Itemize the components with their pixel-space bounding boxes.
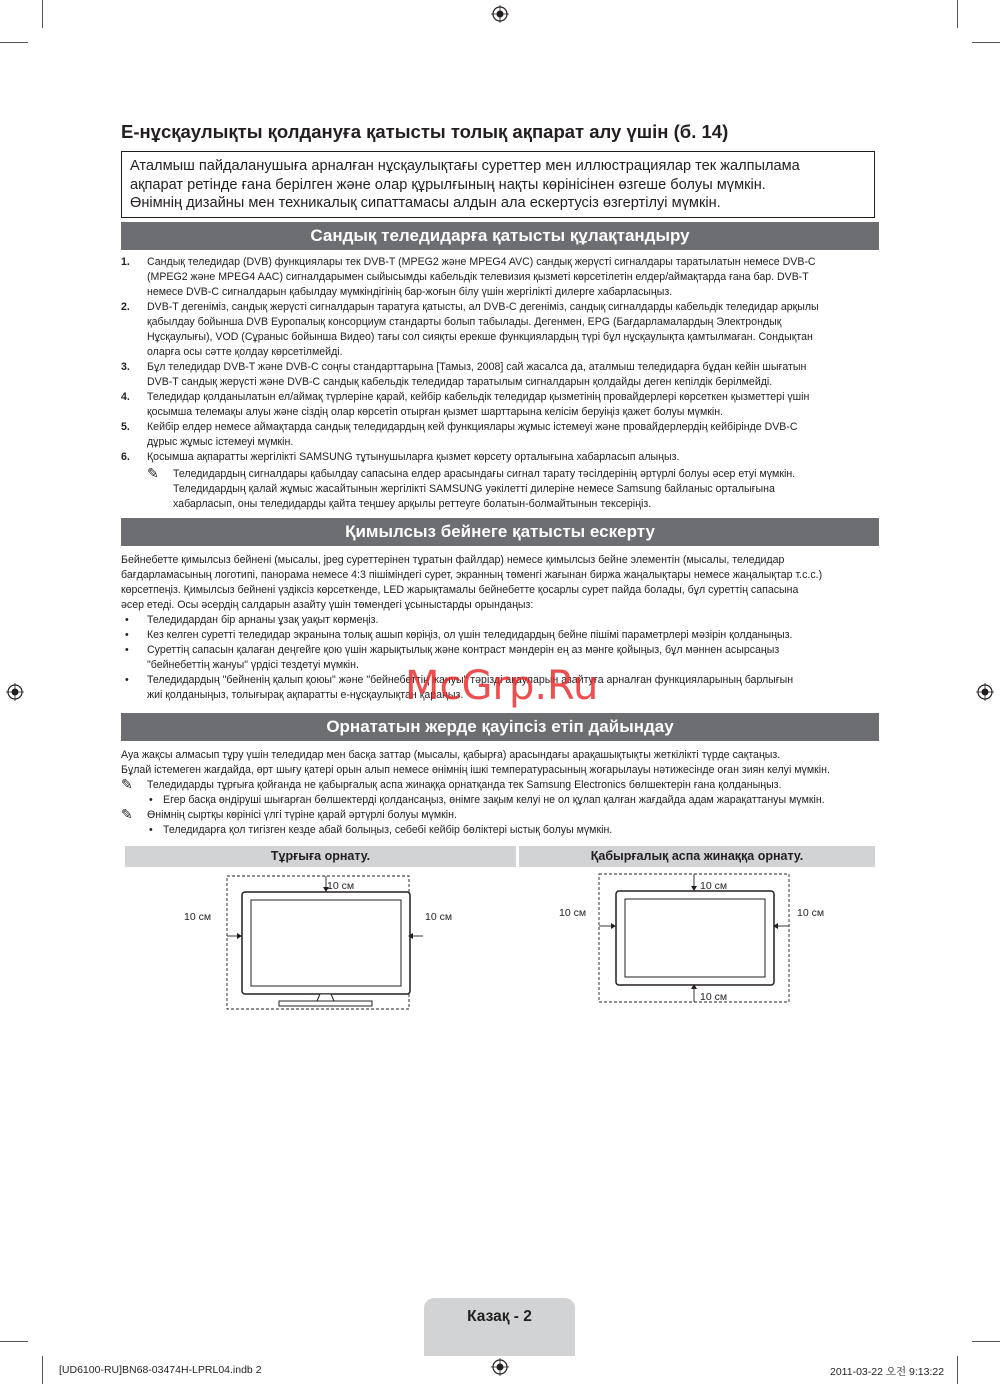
item-number: 4. <box>121 391 130 403</box>
note-text: Теледидардың қалай жұмыс жасайтынын жергілікті SAMSUNG уәкілетті дилеріне немесе Samsung байланыс орталығына <box>173 483 775 495</box>
wall-mount-diagram <box>519 868 875 1010</box>
crop-mark <box>972 42 1000 43</box>
list-item <box>121 300 879 360</box>
gap-label-right: 10 см <box>797 907 825 919</box>
item-text: DVB-T дегеніміз, сандық жерүсті сигналдарын таратуға қатысты, ал DVB-C дегеніміз, сандық сигналдарды кабельдік теледидар арқылы <box>147 301 819 313</box>
item-text: Теледидардан бір арнаны ұзақ уақыт көрмеңіз. <box>147 614 379 626</box>
registration-mark-icon <box>976 683 994 701</box>
item-text: Егер басқа өндіруші шығарған бөлшектерді қолдансаңыз, өнімге зақым келуі не ол құлап қалған жағдайда адам жарақаттануы мүмкін. <box>163 794 825 806</box>
notice-box <box>121 151 875 218</box>
item-number: 1. <box>121 256 130 268</box>
registration-mark-icon <box>6 683 24 701</box>
item-number: 5. <box>121 421 130 433</box>
note <box>121 778 879 793</box>
item-number: 6. <box>121 451 130 463</box>
page-title: Е-нұсқаулықты қолдануға қатысты толық ақпарат алу үшін (б. 14) <box>121 121 729 142</box>
crop-mark <box>957 0 958 28</box>
gap-label-left: 10 см <box>559 907 587 919</box>
watermark: McGrp.Ru <box>405 663 599 709</box>
bullet: • <box>125 674 129 686</box>
section-heading-still-image: Қимылсыз бейнеге қатысты ескерту <box>121 518 879 546</box>
item-text: Суреттің сапасын қалаған деңгейге қою үшін жарықтылық және контраст мәндерін ең аз мәнге қойыңыз, бұл мәннен асырсаңыз <box>147 644 780 656</box>
section-heading-digital-tv: Сандық теледидарға қатысты құлақтандыру <box>121 222 879 250</box>
gap-label-top: 10 см <box>700 880 728 892</box>
registration-mark-icon <box>491 1358 509 1376</box>
item-text: қабылдау бойынша DVB Еуропалық консорциум стандарты болып табылады. Дегенмен, EPG (Бағдарламалардың Электрондық <box>147 316 782 328</box>
wall-mount-title: Қабырғалық аспа жинаққа орнату. <box>519 846 875 867</box>
note-text: Теледидарды тұрғыға қойғанда не қабырғалық аспа жинаққа орнатқанда тек Samsung Electronics бөлшектерін ғана қолданыңыз. <box>147 779 782 791</box>
list-item <box>121 613 879 628</box>
notice-line: ақпарат ретінде ғана берілген және олар құрылғының нақты көрінісінен өзгеше болуы мүмкін. <box>130 176 766 193</box>
stand-install-title: Тұрғыға орнату. <box>125 846 516 867</box>
item-text: "бейнебеттің жануы" үрдісі тездетуі мүмкін. <box>147 659 359 671</box>
paragraph-line: бағдарламасының логотипі, панорама немесе 4:3 пішіміндегі сурет, экранның төменгі жағынан биржа жаңалықтары немесе жаңалықтар т.с.с.) <box>121 569 823 581</box>
paragraph-line: Ауа жақсы алмасып тұру үшін теледидар мен басқа заттар (мысалы, қабырға) арасындағы арақашықтықты жеткілікті түрде сақтаңыз. <box>121 749 781 761</box>
installation-safety <box>121 748 879 838</box>
item-text: Қосымша ақпаратты жергілікті SAMSUNG тұтынушыларға қызмет көрсету орталығына хабарласып алыңыз. <box>147 451 680 463</box>
digital-tv-notice-list <box>121 255 879 512</box>
note <box>121 808 879 823</box>
list-item <box>121 793 879 808</box>
list-item <box>121 450 879 465</box>
item-text: оларға осы сәтте қолдау көрсетілмейді. <box>147 346 343 358</box>
bullet: • <box>149 794 153 806</box>
notice-line: Өнімнің дизайны мен техникалық сипаттамасы алдын ала ескертусіз өзгертілуі мүмкін. <box>130 195 721 211</box>
item-text: (MPEG2 және MPEG4 AAC) сигналдарымен сыйысымды кабельдік телевизия қызметі көрсетілетін елдер/аймақтарда ғана бар. DVB-T <box>147 271 809 283</box>
gap-label-right: 10 см <box>425 911 453 923</box>
item-text: жиі қолданыңыз, толығырақ ақпаратты е-нұсқаулықтан қараңыз. <box>147 689 464 701</box>
item-text: Теледидардың "бейненің қалып қоюы" және "бейнебеттің жануы" тәрізді ақауларын азайтуға арналған функцияларының барлығын <box>147 674 794 686</box>
note-text: хабарласып, оны теледидарды қайта теңшеу арқылы реттеуге болатын-болмайтынын тексеріңіз. <box>173 498 652 510</box>
note-text: Өнімнің сыртқы көрінісі үлгі түріне қарай әртүрлі болуы мүмкін. <box>147 809 457 821</box>
paragraph-line: әсер етеді. Осы әсердің салдарын азайту үшін төмендегі ұсыныстарды орындаңыз: <box>121 599 534 611</box>
note-text: Теледидардың сигналдары қабылдау сапасына елдер арасындағы сигнал тарату тәсілдерінің әртүрлі болуы әсер етуі мүмкін. <box>173 468 796 480</box>
page-number-tab: Казақ - 2 <box>424 1298 575 1356</box>
item-text: Теледидарға қол тигізген кезде абай болыңыз, себебі кейбір бөліктері ыстық болуы мүмкін. <box>163 824 613 836</box>
item-text: Теледидар қолданылатын ел/аймақ түрлеріне қарай, кейбір кабельдік теледидар қызметінің провайдерлері көрсеткен қызметтері үшін <box>147 391 810 403</box>
list-item <box>121 628 879 643</box>
memo-pencil-icon: ✎ <box>121 776 133 792</box>
bullet: • <box>125 644 129 656</box>
item-text: қосымша телемақы алуы және сіздің олар көрсетіп отырған қызмет шарттарына келісім беруіңіз қажет болуы мүмкін. <box>147 406 724 418</box>
list-item <box>121 390 879 420</box>
item-number: 3. <box>121 361 130 373</box>
item-text: Нұсқаулығы), VOD (Сұраныс бойынша Видео) тағы сол сияқты ерекше функциялардың түрі бұл нұсқаулықта қамтылмаған. Сондықтан <box>147 331 813 343</box>
bullet: • <box>125 614 129 626</box>
crop-mark <box>42 0 43 28</box>
section-heading-installation: Орнататын жерде қауіпсіз етіп дайындау <box>121 713 879 741</box>
item-text: Кез келген суретті теледидар экранына толық ашып көріңіз, ол үшін теледидардың бейне пішімі параметрлері мәзірін қолданыңыз. <box>147 629 793 641</box>
memo-pencil-icon: ✎ <box>121 806 133 822</box>
bullet: • <box>149 824 153 836</box>
gap-label-left: 10 см <box>184 911 212 923</box>
footer-file-info: [UD6100-RU]BN68-03474H-LPRL04.indb 2 <box>59 1364 262 1376</box>
item-text: Кейбір елдер немесе аймақтарда сандық теледидардың кей функциялары жұмыс істемеуі және провайдерлердің кейбірінде DVB-C <box>147 421 798 433</box>
list-item <box>121 823 879 838</box>
registration-mark-icon <box>491 5 509 23</box>
list-item <box>121 420 879 450</box>
stand-install-diagram <box>125 868 516 1010</box>
item-text: немесе DVB-C сигналдарын қабылдау мүмкіндігінің бар-жоғын білу үшін жергілікті дилерге хабарласыңыз. <box>147 286 673 298</box>
note <box>121 467 879 512</box>
gap-label-bottom: 10 см <box>700 991 728 1003</box>
bullet: • <box>125 629 129 641</box>
paragraph-line: Бұлай істемеген жағдайда, өрт шығу қатері орын алып немесе өнімнің ішкі температурасының жоғарылауы нәтижесінде оған зиян келуі мүмкін. <box>121 764 830 776</box>
gap-label-top: 10 см <box>327 880 355 892</box>
memo-pencil-icon: ✎ <box>147 465 159 481</box>
list-item <box>121 255 879 300</box>
item-number: 2. <box>121 301 130 313</box>
list-item <box>121 360 879 390</box>
paragraph-line: Бейнебетте қимылсыз бейнені (мысалы, jpeg суреттерінен тұратын файлдар) немесе қимылсыз бейне элементін (мысалы, теледидар <box>121 554 785 566</box>
crop-mark <box>972 1341 1000 1342</box>
paragraph-line: көрсетпеңіз. Қимылсыз бейнені үздіксіз көрсеткенде, LED жарықтамалы бейнебетте қосарлы сурет пайда болады, бұл суреттің сапасына <box>121 584 799 596</box>
crop-mark <box>0 42 28 43</box>
crop-mark <box>42 1356 43 1384</box>
footer-timestamp: 2011-03-22 오전 9:13:22 <box>830 1366 945 1378</box>
item-text: DVB-T сандық жерүсті және DVB-C сандық кабельдік теледидар таратылым сигналдарын қолдайды деген кепілдік берілмейді. <box>147 376 773 388</box>
notice-line: Аталмыш пайдаланушыға арналған нұсқаулықтағы суреттер мен иллюстрациялар тек жалпылама <box>130 158 800 174</box>
crop-mark <box>0 1341 28 1342</box>
crop-mark <box>957 1356 958 1384</box>
item-text: Сандық теледидар (DVB) функциялары тек DVB-T (MPEG2 және MPEG4 AVC) сандық жерүсті сигналдары таратылатын немесе DVB-C <box>147 256 816 268</box>
item-text: Бұл теледидар DVB-T және DVB-C соңғы стандарттарына [Тамыз, 2008] сай жасалса да, аталмыш теледидарға бұдан кейін шығатын <box>147 361 807 373</box>
item-text: дұрыс жұмыс істемеуі мүмкін. <box>147 436 294 448</box>
